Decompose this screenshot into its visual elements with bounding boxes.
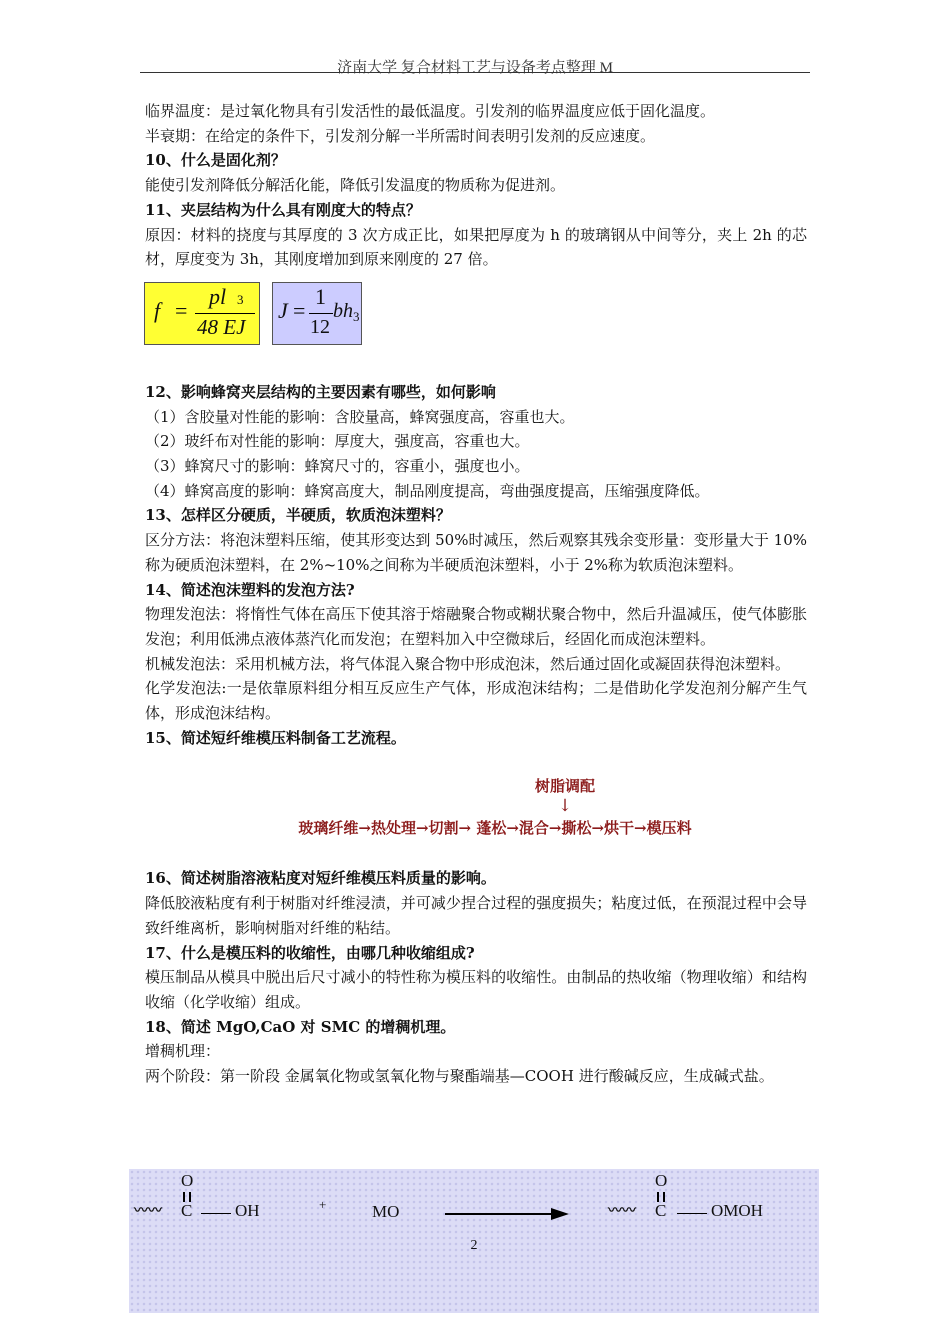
question-18: 18、简述 MgO,CaO 对 SMC 的增稠机理。 bbox=[145, 1017, 456, 1036]
formula2-rhs: bh bbox=[333, 299, 353, 322]
right-carbonyl-oxygen: O bbox=[655, 1171, 668, 1190]
formula1-denominator: 48 EJ bbox=[197, 314, 246, 339]
answer-18-stage-one: 两个阶段：第一阶段 金属氧化物或氢氧化物与聚酯端基—COOH 进行酸碱反应，生成碱式盐。 bbox=[145, 1067, 774, 1086]
formula1-fraction-bar bbox=[195, 313, 255, 314]
paragraph-half-life: 半衰期：在给定的条件下，引发剂分解一半所需时间表明引发剂的反应速度。 bbox=[145, 126, 656, 145]
answer-14-chemical: 化学发泡法:一是依靠原料组分相互反应生产气体，形成泡沫结构；二是借助化学发泡剂分解产生气体，形成泡沫结构。 bbox=[145, 679, 807, 723]
answer-17: 模压制品从模具中脱出后尺寸减小的特性称为模压料的收缩性。由制品的热收缩（物理收缩）和结构收缩（化学收缩）组成。 bbox=[145, 968, 807, 1011]
answer-12-item-4: （4）蜂窝高度的影响：蜂窝高度大，制品刚度提高，弯曲强度提高，压缩强度降低。 bbox=[145, 481, 710, 500]
question-10: 10、什么是固化剂？ bbox=[145, 151, 286, 170]
answer-12-item-2: （2）玻纤布对性能的影响：厚度大，强度高，容重也大。 bbox=[145, 432, 530, 451]
formula1-equals: = bbox=[175, 297, 188, 323]
right-carbon: C bbox=[655, 1201, 667, 1220]
formula2-fraction-bar bbox=[309, 313, 333, 314]
question-12: 12、影响蜂窝夹层结构的主要因素有哪些，如何影响 bbox=[145, 382, 496, 401]
paragraph-critical-temperature: 临界温度：是过氧化物具有引发活性的最低温度。引发剂的临界温度应低于固化温度。 bbox=[145, 102, 716, 120]
stiffness-formula-box bbox=[272, 282, 362, 345]
answer-14-physical: 物理发泡法：将惰性气体在高压下使其溶于熔融聚合物或糊状聚合物中，然后升温减压，使气体膨胀发泡；利用低沸点液体蒸汽化而发泡；在塑料加入中空微球后，经固化而成泡沫塑料。 bbox=[145, 605, 807, 648]
answer-12-item-1: （1）含胶量对性能的影响：含胶量高，蜂窝强度高，容重也大。 bbox=[145, 407, 575, 426]
page-number: 2 bbox=[470, 1238, 478, 1253]
answer-14-mechanical: 机械发泡法：采用机械方法，将气体混入聚合物中形成泡沫，然后通过固化或凝固获得泡沫塑料。 bbox=[145, 654, 791, 673]
reaction-arrow-icon bbox=[445, 1207, 569, 1221]
header-rule bbox=[140, 72, 810, 73]
formula2-lhs: J bbox=[278, 297, 288, 323]
question-11: 11、夹层结构为什么具有刚度大的特点？ bbox=[145, 200, 421, 219]
left-polymer-chain: 〰〰 bbox=[134, 1204, 162, 1219]
answer-13: 区分方法：将泡沫塑料压缩，使其形变达到 50%时减压，然后观察其残余变形量：变形量大于 10%称为硬质泡沫塑料，在 2%~10%之间称为半硬质泡沫塑料，小于 2%称为软质泡沫塑料。 bbox=[145, 531, 807, 574]
document-body bbox=[145, 99, 807, 1089]
question-14: 14、简述泡沫塑料的发泡方法? bbox=[145, 580, 355, 599]
formula1-numerator-exponent: 3 bbox=[237, 291, 244, 307]
question-13: 13、怎样区分硬质，半硬质，软质泡沫塑料？ bbox=[145, 506, 451, 525]
formula1-numerator: pl bbox=[209, 283, 227, 309]
question-16: 16、简述树脂溶液粘度对短纤维模压料质量的影响。 bbox=[145, 869, 496, 888]
right-product-group: OMOH bbox=[711, 1201, 763, 1220]
answer-10: 能使引发剂降低分解活化能，降低引发温度的物质称为促进剂。 bbox=[145, 176, 566, 195]
formula2-numerator: 1 bbox=[315, 283, 326, 309]
flow-resin-preparation: 树脂调配 bbox=[534, 777, 595, 796]
flow-main-sequence: 玻璃纤维→热处理→切割→ 蓬松→混合→撕松→烘干→模压料 bbox=[298, 819, 692, 838]
formula2-equals: = bbox=[293, 297, 306, 323]
left-carbonyl-oxygen: O bbox=[181, 1171, 194, 1190]
left-single-bond bbox=[201, 1213, 231, 1214]
metal-oxide-reagent: MO bbox=[372, 1202, 400, 1221]
plus-sign: + bbox=[319, 1197, 327, 1212]
right-polymer-chain: 〰〰 bbox=[608, 1204, 636, 1219]
formula-row bbox=[145, 282, 807, 355]
answer-16: 降低胶液粘度有利于树脂对纤维浸渍，并可减少捏合过程的强度损失；粘度过低，在预混过程中会导致纤维离析，影响树脂对纤维的粘结。 bbox=[145, 894, 807, 937]
deflection-formula-box bbox=[144, 282, 260, 345]
question-17: 17、什么是模压料的收缩性，由哪几种收缩组成? bbox=[145, 943, 475, 962]
left-carbon: C bbox=[181, 1201, 193, 1220]
flow-down-arrow: ↓ bbox=[557, 796, 573, 817]
formula2-rhs-exponent: 3 bbox=[353, 308, 360, 324]
page-header-title: 济南大学 复合材料工艺与设备考点整理 M bbox=[337, 60, 613, 76]
formula1-lhs: f bbox=[154, 297, 161, 323]
formula2-denominator: 12 bbox=[310, 315, 330, 338]
left-hydroxyl-group: OH bbox=[235, 1201, 260, 1220]
question-15: 15、简述短纤维模压料制备工艺流程。 bbox=[145, 728, 406, 747]
answer-18-heading: 增稠机理： bbox=[145, 1042, 221, 1061]
process-flow-diagram bbox=[145, 750, 807, 866]
answer-11: 原因：材料的挠度与其厚度的 3 次方成正比，如果把厚度为 h 的玻璃钢从中间等分，夹上 2h 的芯材，厚度变为 3h，其刚度增加到原来刚度的 27 倍。 bbox=[145, 225, 807, 269]
answer-12-item-3: （3）蜂窝尺寸的影响：蜂窝尺寸的，容重小，强度也小。 bbox=[145, 457, 530, 476]
right-single-bond bbox=[677, 1213, 707, 1214]
